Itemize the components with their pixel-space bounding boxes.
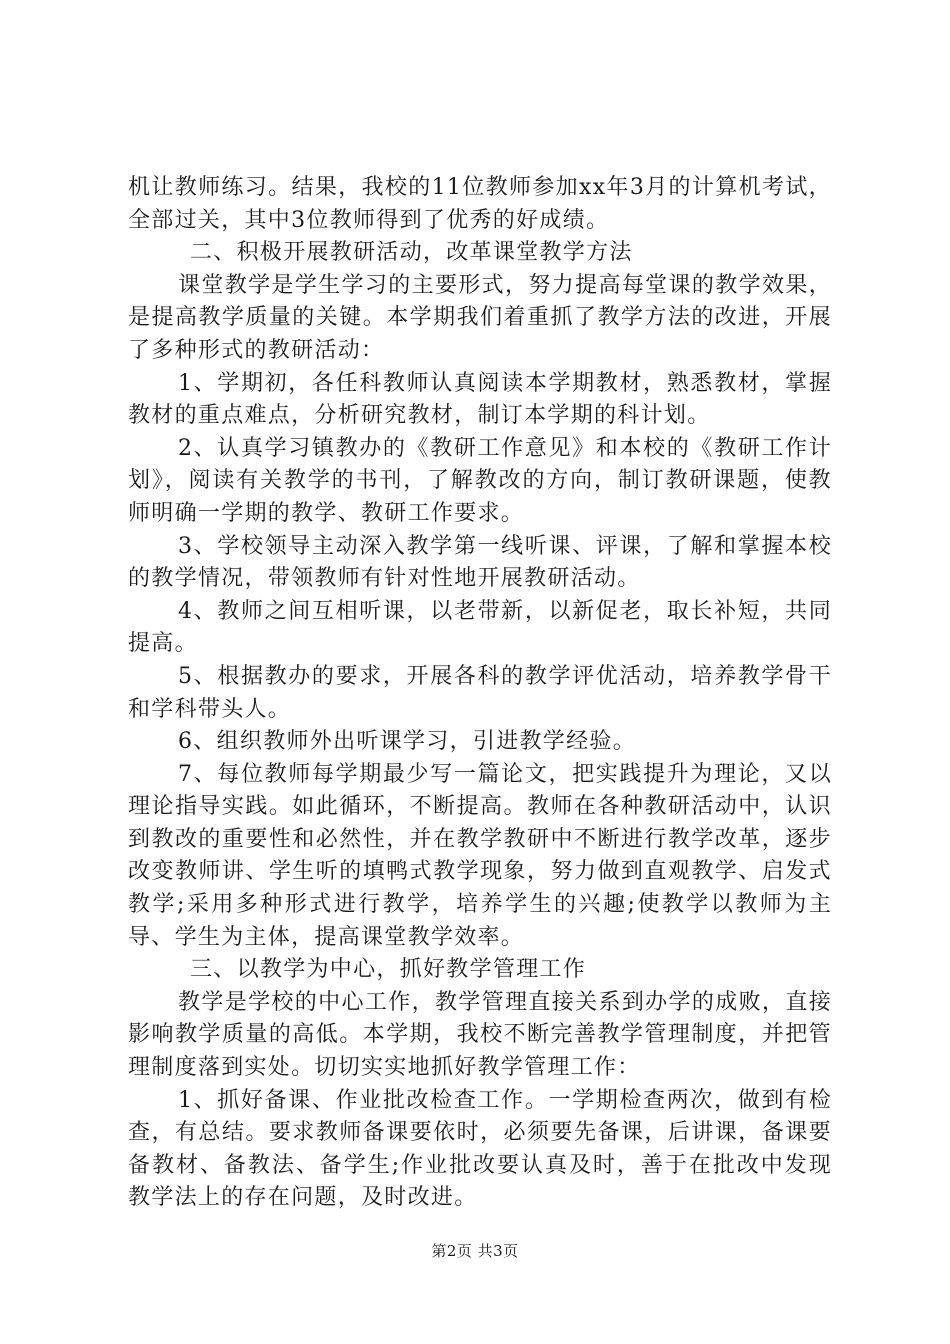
- list-item-2: 2、认真学习镇教办的《教研工作意见》和本校的《教研工作计划》，阅读有关教学的书刊，了解教改的方向，制订教研课题，使教师明确一学期的教学、教研工作要求。: [128, 435, 832, 526]
- list-item-4: 4、教师之间互相听课，以老带新，以新促老，取长补短，共同提高。: [128, 598, 832, 657]
- paragraph-intro: 课堂教学是学生学习的主要形式，努力提高每堂课的教学效果，是提高教学质量的关键。本学期我们着重抓了教学方法的改进，开展了多种形式的教研活动：: [128, 272, 832, 363]
- list-item-management-1: 1、抓好备课、作业批改检查工作。一学期检查两次，做到有检查，有总结。要求教师备课要依时，必须要先备课，后讲课，备课要备教材、备教法、备学生;作业批改要认真及时，善于在批改中发现教学法上的存在问题，及时改进。: [128, 1087, 832, 1211]
- page-number-footer: 第2页 共3页: [431, 1242, 519, 1260]
- section-heading-2: 二、积极开展教研活动，改革课堂教学方法: [190, 240, 633, 266]
- paragraph-continuation: 机让教师练习。结果，我校的11位教师参加xx年3月的计算机考试，全部过关，其中3位教师得到了优秀的好成绩。: [128, 175, 832, 233]
- list-item-6: 6、组织教师外出听课学习，引进教学经验。: [178, 729, 636, 755]
- paragraph-management: 教学是学校的中心工作，教学管理直接关系到办学的成败，直接影响教学质量的高低。本学期，我校不断完善教学管理制度，并把管理制度落到实处。切切实实地抓好教学管理工作：: [128, 989, 832, 1081]
- list-item-3: 3、学校领导主动深入教学第一线听课、评课，了解和掌握本校的教学情况，带领教师有针对性地开展教研活动。: [128, 533, 832, 592]
- document-body: [128, 172, 832, 1215]
- list-item-5: 5、根据教办的要求，开展各科的教学评优活动，培养教学骨干和学科带头人。: [128, 663, 832, 722]
- list-item-1: 1、学期初，各任科教师认真阅读本学期教材，熟悉教材，掌握教材的重点难点，分析研究教材，制订本学期的科计划。: [128, 370, 832, 429]
- list-item-7: 7、每位教师每学期最少写一篇论文，把实践提升为理论，又以理论指导实践。如此循环，不断提高。教师在各种教研活动中，认识到教改的重要性和必然性，并在教学教研中不断进行教学改革，逐步改变教师讲、学生听的填鸭式教学现象，努力做到直观教学、启发式教学;采用多种形式进行教学，培养学生的兴趣;使教学以教师为主导、学生为主体，提高课堂教学效率。: [128, 761, 832, 950]
- section-heading-3: 三、以教学为中心，抓好教学管理工作: [190, 957, 587, 983]
